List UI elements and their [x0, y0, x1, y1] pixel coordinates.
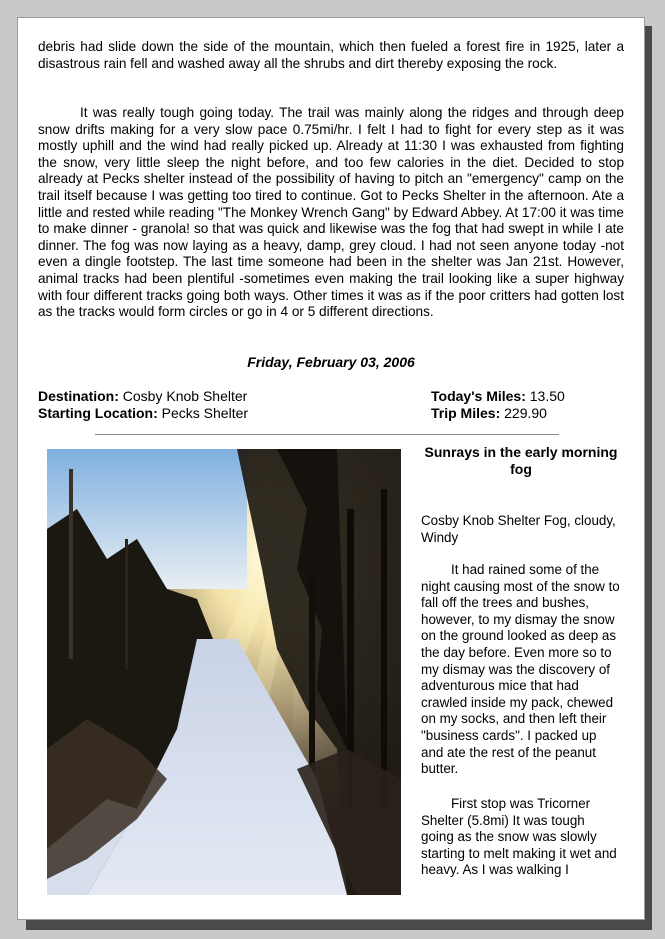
- todays-miles-label: Today's Miles:: [431, 388, 526, 404]
- body-paragraph-main: It was really tough going today. The trail was mainly along the ridges and through deep snow drifts making for a very slow pace 0.75mi/hr. I felt I had to fight for every step as it was mostly uphill and the wind had really picked up. Already at 11:30 I was exhausted from fighting the snow, very little sleep the night before, and too few calories in the diet. Decided to stop already at Pecks shelter instead of the possibility of having to pitch an "emergency" camp on the trail itself because I was getting too tired to continue. Got to Pecks Shelter in the afternoon. Ate a little and rested while reading "The Monkey Wrench Gang" by Edward Abbey. At 17:00 it was time to make dinner - granola! so that was quick and likewise was the fog that had swept in while I ate dinner. The fog was now laying as a heavy, damp, grey cloud. I had not seen anyone today -not even a dingle footstep. The last time someone had been in the shelter was Jan 21st. However, animal tracks had been plentiful -sometimes even making the trail looking like a super highway with four different tracks going both ways. Other times it was as if the poor critters had gotten lost as the tracks would form circles or go in 4 or 5 different directions.: [38, 105, 624, 320]
- todays-miles-value: 13.50: [529, 388, 565, 404]
- starting-location-value: Pecks Shelter: [161, 405, 249, 421]
- entry-locations: [38, 388, 248, 422]
- body-paragraph-continued: debris had slide down the side of the mountain, which then fueled a forest fire in 1925, later a disastrous rain fell and washed away all the shrubs and dirt thereby exposing the rock.: [38, 39, 624, 71]
- section-divider: [95, 434, 559, 435]
- destination-row: [38, 388, 248, 405]
- sidebar-paragraph-1: It had rained some of the night causing most of the snow to fall off the trees and bushes, however, to my dismay the snow on the ground looked as deep as the day before. Even more so to my dismay was the discovery of adventurous mice that had crawled inside my pack, chewed on my socks, and then left their "business cards". I packed up and ate the rest of the peanut butter.: [421, 562, 620, 777]
- weather-note: Cosby Knob Shelter Fog, cloudy, Windy: [421, 513, 616, 545]
- journal-page: [17, 17, 645, 920]
- trip-miles-value: 229.90: [504, 405, 547, 421]
- trip-miles-row: [431, 405, 565, 422]
- entry-miles: [431, 388, 565, 422]
- sidebar-paragraph-2: First stop was Tricorner Shelter (5.8mi) It was tough going as the snow was slowly starting to melt making it wet and heavy. As I was walking I: [421, 796, 617, 878]
- trail-photo: [47, 449, 401, 895]
- destination-value: Cosby Knob Shelter: [122, 388, 248, 404]
- entry-date: Friday, February 03, 2006: [247, 354, 415, 370]
- photo-caption: Sunrays in the early morning fog: [424, 444, 618, 477]
- starting-location-row: [38, 405, 248, 422]
- trip-miles-label: Trip Miles:: [431, 405, 501, 421]
- starting-location-label: Starting Location:: [38, 405, 158, 421]
- destination-label: Destination:: [38, 388, 119, 404]
- todays-miles-row: [431, 388, 565, 405]
